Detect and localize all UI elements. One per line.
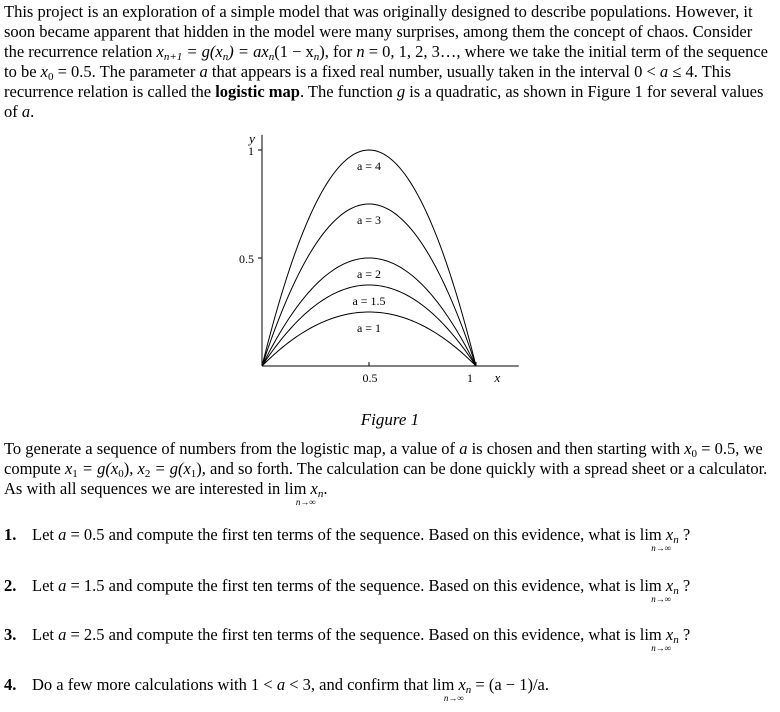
question-text: Let bbox=[32, 525, 59, 544]
eq-term: (1 − x bbox=[274, 42, 314, 61]
question-item bbox=[4, 525, 774, 553]
y-tick-label: 0.5 bbox=[239, 252, 254, 266]
question-text: Let bbox=[32, 576, 59, 595]
lim-var: x bbox=[310, 479, 318, 498]
question-number: 3. bbox=[4, 625, 17, 644]
lim-var-sub: n bbox=[673, 585, 679, 597]
lim-subscript: n→∞ bbox=[443, 693, 464, 703]
intro-text: ≤ 4. This recurrence relation is called the bbox=[4, 62, 732, 101]
lim-var-sub: n bbox=[317, 488, 324, 500]
eq-sub: 0 bbox=[48, 71, 54, 83]
lim-var: x bbox=[665, 576, 674, 595]
question-text: ? bbox=[678, 525, 691, 544]
axes bbox=[258, 135, 519, 366]
logistic-map-term: logistic map bbox=[215, 82, 300, 101]
eq-var: n bbox=[356, 42, 365, 61]
eq-var: x bbox=[40, 62, 48, 81]
question-number: 4. bbox=[4, 675, 17, 694]
p2-text: is chosen and then starting with bbox=[467, 439, 685, 458]
eq-var: a bbox=[21, 102, 31, 121]
eq-var: a bbox=[276, 675, 286, 694]
question-text: Let bbox=[32, 625, 59, 644]
lim-subscript: n→∞ bbox=[651, 643, 672, 653]
question-text: = 2.5 and compute the first ten terms of the sequence. Based on this evidence, what is bbox=[66, 625, 640, 644]
lim-var-sub: n bbox=[673, 534, 679, 546]
limit-expression bbox=[432, 675, 472, 703]
eq-term: x bbox=[156, 42, 164, 61]
intro-text: This project is an exploration of a simple model that was originally designed to describe populations. However, it soon became apparent that hidden in the model were many surprises, among them the concept of chaos. Consider the recurrence relation bbox=[4, 2, 753, 61]
eq-sub: n bbox=[313, 51, 320, 63]
question-text: Do a few more calculations with 1 < bbox=[32, 675, 277, 694]
y-axis-label: y bbox=[249, 130, 255, 146]
figure-caption: Figure 1 bbox=[360, 410, 420, 429]
eq-var: x bbox=[684, 439, 692, 458]
eq-var: x bbox=[64, 459, 73, 478]
intro-text: that appears is a fixed real number, usually taken in the interval 0 < bbox=[207, 62, 660, 81]
question-number: 1. bbox=[4, 525, 17, 544]
eq-sub: 0 bbox=[691, 448, 698, 460]
figure-1-chart bbox=[224, 112, 554, 392]
y-tick-label: 1 bbox=[248, 144, 254, 158]
eq-sub: n+1 bbox=[163, 51, 183, 63]
eq-term: ), for bbox=[319, 42, 357, 61]
lim-subscript: n→∞ bbox=[295, 497, 316, 507]
lim-var: x bbox=[665, 625, 674, 644]
limit-expression bbox=[284, 479, 324, 507]
eq-term: ) = ax bbox=[228, 42, 269, 61]
p2-text: ), and so forth. The calculation can be done quickly with a spread sheet or a calculator. As with all sequences we are interested in bbox=[4, 459, 768, 498]
paragraph-2 bbox=[4, 439, 774, 507]
curve-label: a = 1.5 bbox=[352, 294, 386, 308]
eq-sub: n bbox=[222, 51, 229, 63]
x-tick-label: 1 bbox=[467, 371, 473, 385]
question-text: ? bbox=[678, 625, 691, 644]
p2-text: = 0.5, we compute bbox=[4, 439, 763, 478]
question-text: = (a − 1)/a. bbox=[471, 675, 549, 694]
lim-word: lim bbox=[639, 525, 662, 544]
eq-term: = g(x bbox=[182, 42, 223, 61]
x-tick-label: 0.5 bbox=[362, 371, 378, 385]
intro-text: = 0.5. The parameter bbox=[53, 62, 200, 81]
question-text: < 3, and confirm that bbox=[285, 675, 433, 694]
limit-expression bbox=[639, 525, 679, 553]
curve-label: a = 1 bbox=[356, 321, 382, 335]
lim-var-sub: n bbox=[673, 634, 679, 646]
eq-term: = g(x bbox=[150, 459, 191, 478]
lim-subscript: n→∞ bbox=[651, 543, 672, 553]
eq-var: a bbox=[659, 62, 669, 81]
lim-word: lim bbox=[639, 576, 662, 595]
p2-text: . bbox=[323, 479, 328, 498]
eq-var: a bbox=[58, 525, 67, 544]
x-axis-label: x bbox=[494, 370, 501, 385]
lim-word: lim bbox=[639, 625, 662, 644]
eq-sub: 2 bbox=[144, 468, 151, 480]
lim-var-sub: n bbox=[465, 684, 472, 696]
p2-text: ), bbox=[123, 459, 138, 478]
eq-var: a bbox=[58, 576, 67, 595]
eq-sub: n bbox=[268, 51, 275, 63]
eq-var: a bbox=[58, 625, 67, 644]
intro-text: = 0, 1, 2, 3…, where we take the initial term of the sequence to be bbox=[4, 42, 768, 81]
lim-word: lim bbox=[284, 479, 307, 498]
intro-text: . The function bbox=[299, 82, 397, 101]
question-text: = 1.5 and compute the first ten terms of the sequence. Based on this evidence, what is bbox=[66, 576, 640, 595]
p2-text: To generate a sequence of numbers from the logistic map, a value of bbox=[4, 439, 460, 458]
eq-var: g bbox=[396, 82, 406, 101]
curve-label: a = 3 bbox=[356, 213, 382, 227]
lim-var: x bbox=[665, 525, 674, 544]
question-text: = 0.5 and compute the first ten terms of the sequence. Based on this evidence, what is bbox=[66, 525, 640, 544]
intro-paragraph bbox=[4, 2, 774, 122]
intro-text: . bbox=[30, 102, 35, 121]
lim-var: x bbox=[458, 675, 466, 694]
limit-expression bbox=[639, 625, 679, 653]
eq-sub: 0 bbox=[118, 468, 124, 480]
curve-label: a = 2 bbox=[356, 267, 382, 281]
eq-term: = g(x bbox=[77, 459, 119, 478]
question-item bbox=[4, 576, 774, 604]
eq-sub: 1 bbox=[72, 468, 78, 480]
eq-var: a bbox=[459, 439, 468, 458]
eq-var: a bbox=[199, 62, 208, 81]
question-number: 2. bbox=[4, 576, 17, 595]
lim-word: lim bbox=[432, 675, 455, 694]
question-item bbox=[4, 625, 774, 653]
limit-expression bbox=[639, 576, 679, 604]
curve-label: a = 4 bbox=[356, 159, 382, 173]
eq-sub: 1 bbox=[190, 468, 197, 480]
question-text: ? bbox=[678, 576, 691, 595]
question-item bbox=[4, 675, 774, 703]
eq-var: x bbox=[137, 459, 145, 478]
intro-text: is a quadratic, as shown in Figure 1 for several values of bbox=[4, 82, 764, 121]
lim-subscript: n→∞ bbox=[651, 594, 672, 604]
